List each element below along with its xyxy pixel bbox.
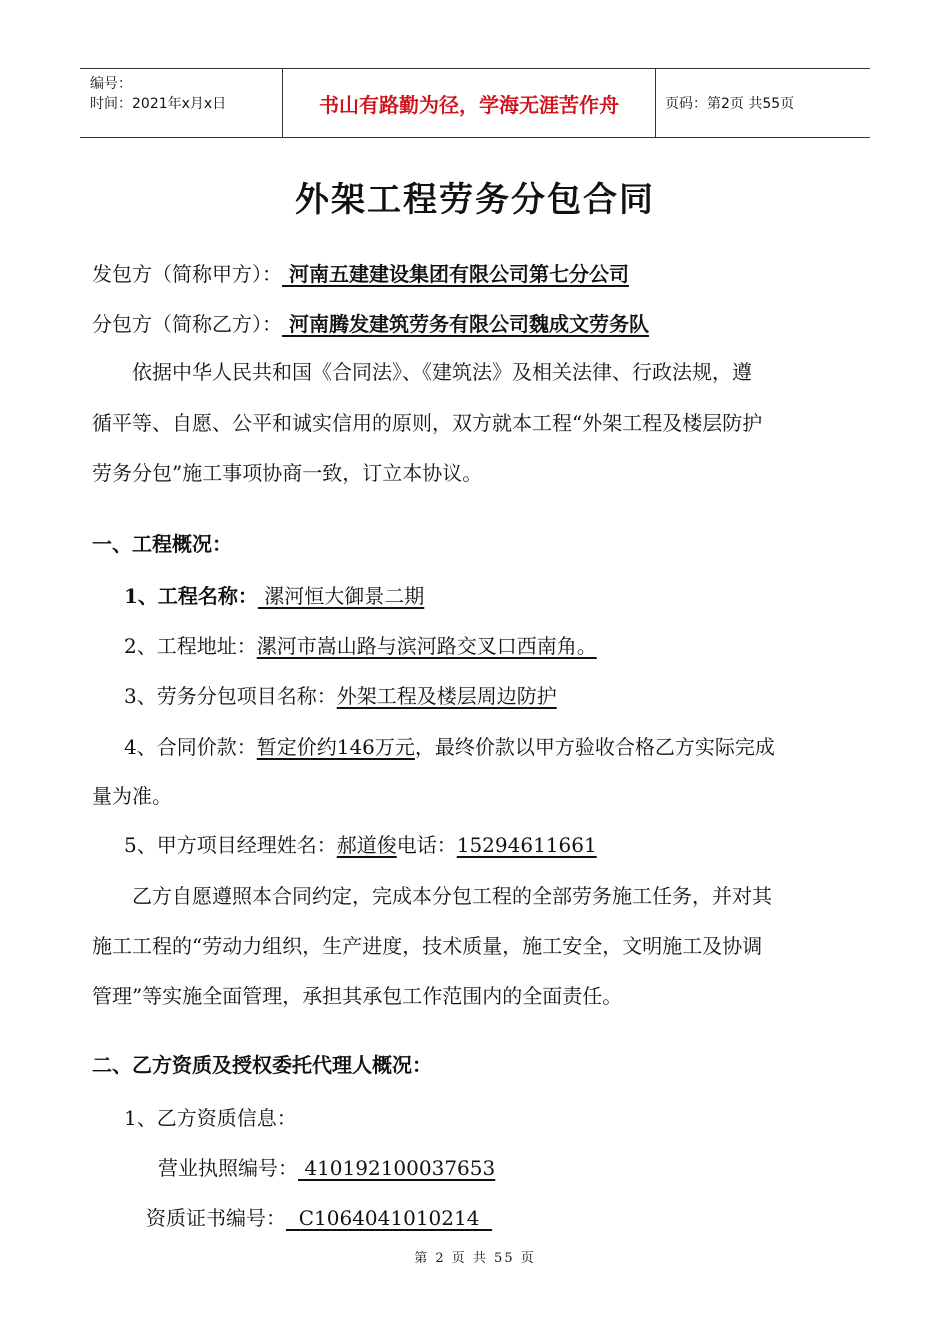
party-a-line — [92, 258, 629, 287]
intro-line-3: 劳务分包”施工事项协商一致，订立本协议。 — [92, 461, 483, 485]
license-value: 410192100037653 — [298, 1156, 496, 1180]
item-2-value: 漯河市嵩山路与滨河路交叉口西南角。 — [256, 634, 597, 658]
party-b-value: 河南腾发建筑劳务有限公司魏成文劳务队 — [282, 312, 649, 336]
item-1 — [124, 580, 424, 609]
license-line — [158, 1152, 495, 1181]
section-1-heading: 一、工程概况： — [92, 532, 232, 556]
item-4-label: 4、合同价款： — [124, 735, 257, 759]
item-5 — [124, 829, 597, 858]
header-page-info: 页码：第2页 共55页 — [665, 96, 795, 112]
header-meta — [80, 69, 280, 137]
license-label: 营业执照编号： — [158, 1156, 298, 1180]
cert-label: 资质证书编号： — [146, 1206, 286, 1230]
item-4-line-2: 量为准。 — [92, 784, 172, 808]
item-4-rest: ，最终价款以甲方验收合格乙方实际完成 — [414, 735, 775, 759]
page-header — [80, 68, 870, 138]
qualification-title: 1、乙方资质信息： — [124, 1106, 297, 1130]
intro-line-1: 依据中华人民共和国《合同法》、《建筑法》及相关法律、行政法规，遵 — [92, 360, 752, 384]
para-line-1: 乙方自愿遵照本合同约定，完成本分包工程的全部劳务施工任务，并对其 — [92, 884, 772, 908]
item-5-phone-label: 电话： — [396, 833, 457, 857]
para-line-3: 管理”等实施全面管理，承担其承包工作范围内的全面责任。 — [92, 984, 623, 1008]
header-time: 时间：2021年x月x日 — [90, 96, 227, 112]
document-title: 外架工程劳务分包合同 — [295, 180, 655, 220]
party-a-label: 发包方（简称甲方）： — [92, 262, 282, 286]
party-a-value: 河南五建建设集团有限公司第七分公司 — [282, 262, 629, 286]
item-4 — [124, 731, 775, 760]
section-2-heading: 二、乙方资质及授权委托代理人概况： — [92, 1053, 432, 1077]
header-motto: 书山有路勤为径，学海无涯苦作舟 — [282, 69, 656, 137]
para-line-2: 施工工程的“劳动力组织，生产进度，技术质量，施工安全，文明施工及协调 — [92, 934, 763, 958]
item-1-value: 漯河恒大御景二期 — [257, 584, 425, 608]
item-5-label: 5、甲方项目经理姓名： — [124, 833, 337, 857]
item-4-value: 暂定价约146万元 — [256, 735, 415, 759]
item-2-label: 2、工程地址： — [124, 634, 257, 658]
item-1-label: 1、工程名称： — [124, 584, 258, 608]
party-b-line — [92, 308, 649, 337]
party-b-label: 分包方（简称乙方）： — [92, 312, 282, 336]
cert-value: C1064041010214 — [286, 1206, 493, 1230]
item-3 — [124, 680, 557, 709]
item-3-label: 3、劳务分包项目名称： — [124, 684, 337, 708]
intro-line-2: 循平等、自愿、公平和诚实信用的原则，双方就本工程“外架工程及楼层防护 — [92, 411, 763, 435]
cert-line — [146, 1202, 492, 1231]
item-5-name: 郝道俊 — [336, 833, 397, 857]
item-5-phone: 15294611661 — [456, 833, 597, 857]
header-number: 编号： — [90, 76, 132, 92]
page-footer: 第 2 页 共 55 页 — [414, 1251, 536, 1266]
item-2 — [124, 630, 597, 659]
item-3-value: 外架工程及楼层周边防护 — [336, 684, 557, 708]
